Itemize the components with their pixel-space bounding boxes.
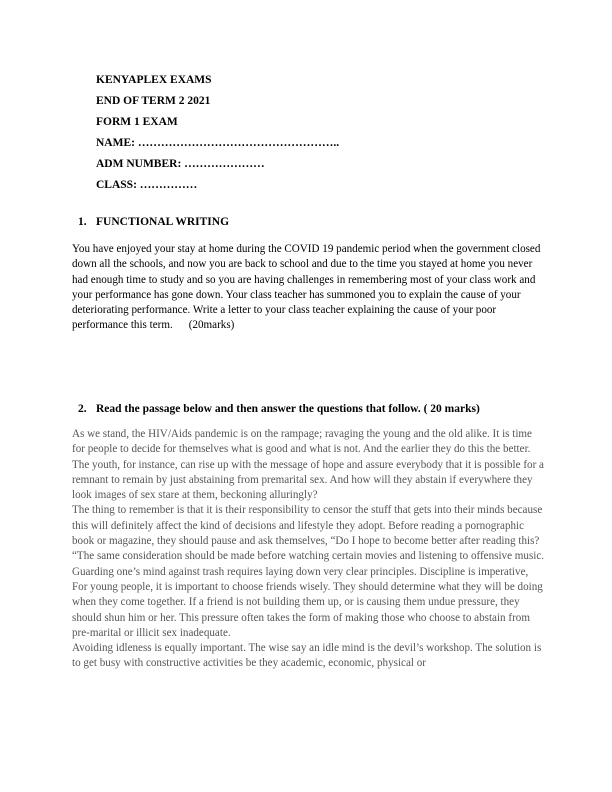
form-label: FORM 1 EXAM [96,116,178,128]
question-1-heading [78,216,558,228]
passage-paragraph: The youth, for instance, can rise up with the message of hope and assure everybody that it is possible for a remnant to remain by just abstaining from premarital sex. And how will they abstain if everywhere they look images of sex stare at them, beckoning alluringly? [72,458,544,502]
school-name: KENYAPLEX EXAMS [96,74,212,86]
question-1-text: You have enjoyed your stay at home during the COVID 19 pandemic period when the government closed down all the schools, and now you are back to school and due to the time you stayed at home you never had enough time to study and so you are having challenges in remembering most of your class work and your performance has gone down. Your class teacher has summoned you to explain the cause of your deteriorating performance. Write a letter to your class teacher explaining the cause of your poor performance this term. [72,243,541,332]
comprehension-passage [72,427,546,672]
passage-paragraph: The thing to remember is that it is their responsibility to censor the stuff that gets into their minds because this will definitely affect the kind of decisions and lifestyle they adopt. Before reading a pornographic book or magazine, they should pause and ask themselves, “Do I hope to become better after reading this? “The same consideration should be made before watching certain movies and listening to offensive music. Guarding one’s mind against trash requires laying down very clear principles. Discipline is imperative, [72,504,545,578]
question-1-title: FUNCTIONAL WRITING [96,216,230,228]
term-label: END OF TERM 2 2021 [96,95,211,107]
exam-header [96,70,536,196]
question-1-body [72,242,546,334]
question-1-number: 1. [78,216,87,228]
passage-paragraph: Avoiding idleness is equally important. The wise say an idle mind is the devil’s workshop. The solution is to get busy with constructive activities be they academic, economic, physical or [72,642,542,670]
question-1-marks: (20marks) [188,319,235,332]
adm-number-field: ADM NUMBER: ………………… [96,158,265,170]
name-field: NAME: …………………………………………….. [96,137,340,149]
passage-paragraph: For young people, it is important to choose friends wisely. They should determine what they will be doing when they come together. If a friend is not building them up, or is causing them undue pressure, they should shun him or her. This pressure often takes the form of making those who choose to abstain from pre-marital or illicit sex inadequate. [72,580,543,639]
question-2-number: 2. [78,403,87,415]
question-2-heading [78,403,558,415]
question-2-title: Read the passage below and then answer the questions that follow. ( 20 marks) [96,403,480,415]
passage-paragraph: As we stand, the HIV/Aids pandemic is on the rampage; ravaging the young and the old alike. It is time for people to decide for themselves what is good and what is not. And the earlier they do this the better. [72,428,532,456]
class-field: CLASS: …………… [96,179,198,191]
